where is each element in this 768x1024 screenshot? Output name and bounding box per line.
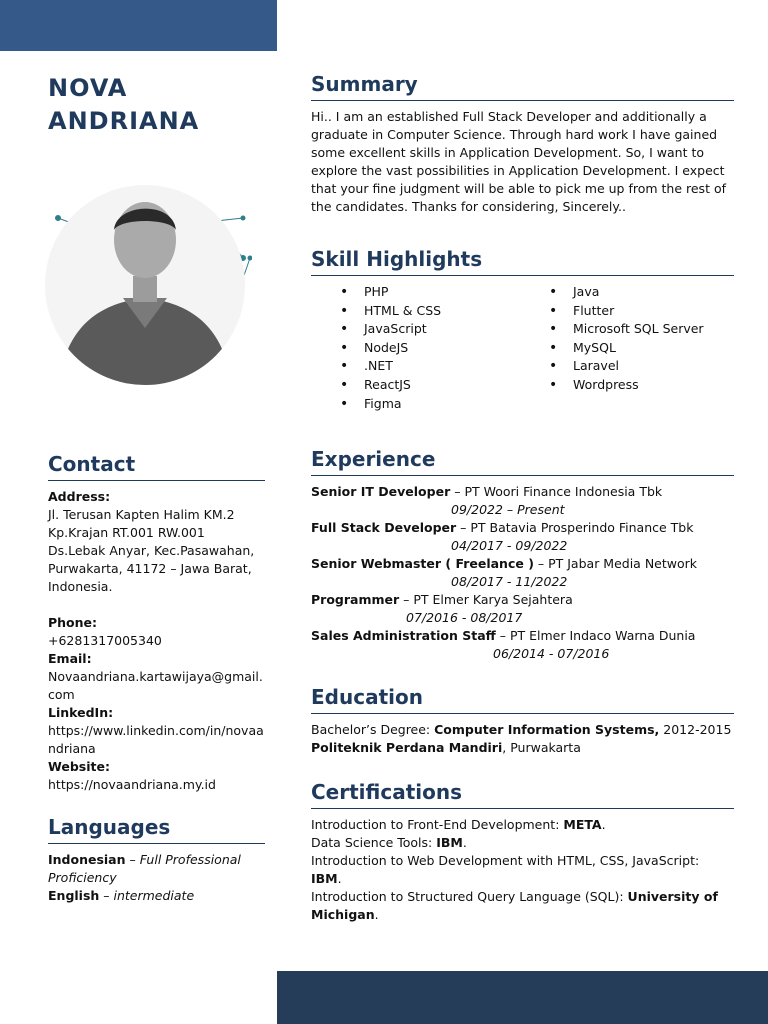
experience-entry bbox=[311, 627, 731, 645]
job-title: Senior IT Developer bbox=[311, 484, 451, 499]
experience-heading: Experience bbox=[311, 447, 436, 471]
certifications-divider bbox=[311, 808, 734, 809]
degree-label: Bachelor’s Degree: bbox=[311, 722, 435, 737]
certifications-heading: Certifications bbox=[311, 780, 462, 804]
list-item: • ReactJS bbox=[338, 376, 441, 395]
job-dates: 08/2017 - 11/2022 bbox=[451, 574, 568, 589]
list-item: English – intermediate bbox=[48, 888, 195, 903]
list-item: • .NET bbox=[338, 357, 441, 376]
first-name: NOVA bbox=[48, 74, 128, 102]
company: – PT Woori Finance Indonesia Tbk bbox=[450, 484, 663, 499]
email-link[interactable]: Novaandriana.kartawijaya@gmail.com bbox=[48, 669, 263, 702]
experience-entry bbox=[311, 591, 731, 609]
education-divider bbox=[311, 713, 734, 714]
company: – PT Batavia Prosperindo Finance Tbk bbox=[456, 520, 694, 535]
education-heading: Education bbox=[311, 685, 423, 709]
website-link[interactable]: https://novaandriana.my.id bbox=[48, 777, 216, 792]
job-dates: 04/2017 - 09/2022 bbox=[451, 538, 568, 553]
degree-field: Computer Information Systems, bbox=[434, 722, 660, 737]
address-label: Address: bbox=[48, 489, 111, 504]
school-city: , Purwakarta bbox=[502, 740, 581, 755]
contact-details bbox=[48, 488, 268, 794]
address-line: Jl. Terusan Kapten Halim KM.2 bbox=[48, 507, 235, 522]
languages-divider bbox=[48, 843, 265, 844]
experience-divider bbox=[311, 475, 734, 476]
address-line: Indonesia. bbox=[48, 579, 113, 594]
job-dates: 07/2016 - 08/2017 bbox=[406, 610, 523, 625]
languages-heading: Languages bbox=[48, 815, 171, 839]
job-title: Senior Webmaster ( Freelance ) bbox=[311, 556, 534, 571]
list-item: Indonesian – Full Professional Proficiency bbox=[48, 852, 241, 885]
last-name: ANDRIANA bbox=[48, 107, 200, 135]
phone-label: Phone: bbox=[48, 615, 98, 630]
email-label: Email: bbox=[48, 651, 92, 666]
phone-number: +6281317005340 bbox=[48, 633, 162, 648]
summary-heading: Summary bbox=[311, 72, 418, 96]
list-item: Introduction to Structured Query Language (SQL): University of Michigan. bbox=[311, 889, 718, 922]
list-item: Introduction to Front-End Development: META. bbox=[311, 817, 606, 832]
contact-heading: Contact bbox=[48, 452, 136, 476]
list-item: • Figma bbox=[338, 395, 441, 414]
company: – PT Elmer Karya Sejahtera bbox=[399, 592, 573, 607]
address-line: Kp.Krajan RT.001 RW.001 bbox=[48, 525, 205, 540]
experience-entry bbox=[311, 519, 731, 537]
job-title: Programmer bbox=[311, 592, 400, 607]
skills-list-right bbox=[547, 283, 704, 395]
linkedin-link[interactable]: https://www.linkedin.com/in/novaandriana bbox=[48, 723, 264, 756]
skills-divider bbox=[311, 275, 734, 276]
summary-text: Hi.. I am an established Full Stack Developer and additionally a graduate in Computer Science. Through hard work I have gained some excellent skills in Application Development. So, I want to explore the vast possibilities in Application Development. I expect that your fine judgment will be able to pick me up from the rest of the candidates. Thanks for considering, Sincerely.. bbox=[311, 109, 726, 214]
summary-divider bbox=[311, 100, 734, 101]
company: – PT Elmer Indaco Warna Dunia bbox=[495, 628, 696, 643]
profile-photo bbox=[38, 178, 252, 392]
languages-list bbox=[48, 851, 263, 905]
degree-years: 2012-2015 bbox=[659, 722, 732, 737]
education-entry bbox=[311, 721, 741, 757]
list-item: • PHP bbox=[338, 283, 441, 302]
job-title: Sales Administration Staff bbox=[311, 628, 496, 643]
list-item: • MySQL bbox=[547, 339, 704, 358]
experience-entry bbox=[311, 555, 731, 573]
address-line: Ds.Lebak Anyar, Kec.Pasawahan, bbox=[48, 543, 255, 558]
experience-entry bbox=[311, 483, 731, 501]
list-item: • Java bbox=[547, 283, 704, 302]
skills-list-left bbox=[338, 283, 441, 413]
experience-list bbox=[311, 483, 731, 663]
list-item: • Flutter bbox=[547, 302, 704, 321]
list-item: • JavaScript bbox=[338, 320, 441, 339]
list-item: • Microsoft SQL Server bbox=[547, 320, 704, 339]
list-item: • NodeJS bbox=[338, 339, 441, 358]
candidate-name bbox=[48, 72, 199, 138]
job-dates: 06/2014 - 07/2016 bbox=[493, 646, 610, 661]
contact-divider bbox=[48, 480, 265, 481]
top-accent-bar bbox=[0, 0, 277, 51]
list-item: • HTML & CSS bbox=[338, 302, 441, 321]
job-title: Full Stack Developer bbox=[311, 520, 457, 535]
certifications-list bbox=[311, 816, 721, 924]
list-item: • Wordpress bbox=[547, 376, 704, 395]
skills-heading: Skill Highlights bbox=[311, 247, 483, 271]
address-line: Purwakarta, 41172 – Jawa Barat, bbox=[48, 561, 252, 576]
bottom-accent-bar bbox=[277, 971, 768, 1024]
job-dates: 09/2022 – Present bbox=[451, 502, 565, 517]
list-item: Introduction to Web Development with HTML, CSS, JavaScript: IBM. bbox=[311, 853, 700, 886]
company: – PT Jabar Media Network bbox=[533, 556, 698, 571]
list-item: • Laravel bbox=[547, 357, 704, 376]
website-label: Website: bbox=[48, 759, 110, 774]
list-item: Data Science Tools: IBM. bbox=[311, 835, 467, 850]
linkedin-label: LinkedIn: bbox=[48, 705, 114, 720]
school-name: Politeknik Perdana Mandiri bbox=[311, 740, 503, 755]
